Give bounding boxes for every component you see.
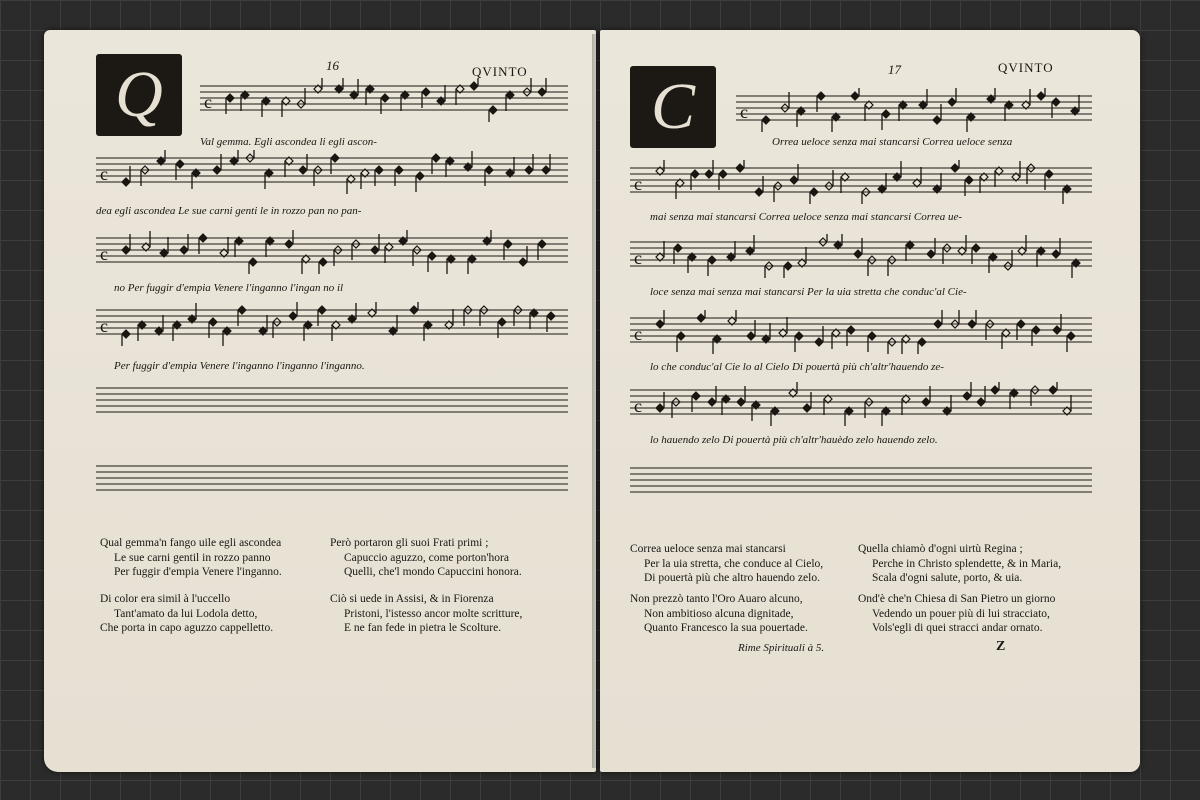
note-head <box>1049 386 1057 394</box>
note-head <box>795 332 803 340</box>
note-head <box>708 398 716 406</box>
note-head <box>815 338 823 346</box>
note-head <box>854 250 862 258</box>
note-head <box>755 188 763 196</box>
note-head <box>331 154 339 162</box>
lyric-line: lo hauendo zelo Di pouertà più ch'altr'hauèdo zelo hauendo zelo. <box>650 434 938 446</box>
note-head <box>705 170 713 178</box>
verse-stanza: Non prezzò tanto l'Oro Auaro alcuno, Non ambitioso alcuna dignitade, Quanto Francesco la sua pouertade. <box>630 593 808 634</box>
decorated-initial: C <box>630 66 716 148</box>
lyric-line: Val gemma. Egli ascondea li egli ascon- <box>200 136 377 148</box>
note-head <box>122 330 130 338</box>
note-head <box>122 178 130 186</box>
lyric-line: lo che conduc'al Cie lo al Cielo Di pouertà più ch'altr'hauendo ze- <box>650 361 944 373</box>
clef-glyph: c <box>204 92 212 112</box>
note-head <box>498 318 506 326</box>
note-head <box>847 326 855 334</box>
note-head <box>1032 326 1040 334</box>
note-head <box>933 116 941 124</box>
note-head <box>1053 326 1061 334</box>
note-head <box>784 262 792 270</box>
note-head <box>319 258 327 266</box>
note-head <box>737 398 745 406</box>
note-head <box>747 332 755 340</box>
verse-stanza: Quella chiamò d'ogni uirtù Regina ; Perche in Christo splendette, & in Maria, Scala d'ogni salute, porto, & uia. <box>858 543 1062 584</box>
note-head <box>485 166 493 174</box>
note-head <box>697 314 705 322</box>
note-head <box>226 94 234 102</box>
verse-stanza: Qual gemma'n fango uile egli ascondea Le sue carni gentil in rozzo panno Per fuggir d'empia Venere l'inganno. <box>100 537 282 578</box>
note-head <box>318 306 326 314</box>
note-head <box>525 166 533 174</box>
verse-stanza: Ond'è che'n Chiesa di San Pietro un giorno Vedendo un pouer più di lui stracciato, Vols'egli di quei stracci andar ornato. <box>858 593 1056 634</box>
note-head <box>1052 98 1060 106</box>
signature-mark: Z <box>996 639 1006 654</box>
note-head <box>656 320 664 328</box>
note-head <box>762 116 770 124</box>
note-head <box>180 246 188 254</box>
music-staff <box>96 302 568 346</box>
clef-glyph: c <box>634 248 642 268</box>
note-head <box>538 88 546 96</box>
note-head <box>790 176 798 184</box>
note-head <box>1017 320 1025 328</box>
note-head <box>381 94 389 102</box>
note-head <box>810 188 818 196</box>
clef-glyph: c <box>740 102 748 122</box>
verse-stanza: Però portaron gli suoi Frati primi ; Capuccio aguzzo, come porton'hora Quelli, che'l mondo Capuccini honora. <box>330 537 522 578</box>
note-head <box>968 320 976 328</box>
note-head <box>963 392 971 400</box>
note-head <box>489 106 497 114</box>
running-header: QVINTO <box>472 64 528 79</box>
note-head <box>1067 332 1075 340</box>
lyric-line: Per fuggir d'empia Venere l'inganno l'inganno l'inganno. <box>114 360 365 372</box>
clef-glyph: c <box>100 316 108 336</box>
note-head <box>504 240 512 248</box>
note-head <box>1052 250 1060 258</box>
note-head <box>991 386 999 394</box>
music-staff <box>630 160 1092 204</box>
page-number: 17 <box>888 62 901 77</box>
note-head <box>918 338 926 346</box>
note-head <box>951 164 959 172</box>
lyric-line: mai senza mai stancarsi Correa ueloce senza mai stancarsi Correa ue- <box>650 211 963 223</box>
note-head <box>708 256 716 264</box>
note-head <box>371 246 379 254</box>
note-head <box>538 240 546 248</box>
lyric-line: Orrea ueloce senza mai stancarsi Correa ueloce senza <box>772 136 1013 148</box>
note-head <box>868 332 876 340</box>
music-staff <box>630 382 1092 426</box>
note-head <box>519 258 527 266</box>
note-head <box>674 244 682 252</box>
note-head <box>122 246 130 254</box>
note-head <box>375 166 383 174</box>
note-head <box>428 252 436 260</box>
clef-glyph: c <box>634 324 642 344</box>
note-head <box>803 404 811 412</box>
note-head <box>691 170 699 178</box>
note-head <box>677 332 685 340</box>
lyric-line: dea egli ascondea Le sue carni genti le in rozzo pan no pan- <box>96 205 362 217</box>
note-head <box>285 240 293 248</box>
note-head <box>922 398 930 406</box>
note-head <box>934 320 942 328</box>
note-head <box>692 392 700 400</box>
clef-glyph: c <box>100 164 108 184</box>
note-head <box>416 172 424 180</box>
note-head <box>209 318 217 326</box>
music-staff <box>200 78 568 122</box>
note-head <box>410 306 418 314</box>
note-head <box>977 398 985 406</box>
clef-glyph: c <box>100 244 108 264</box>
music-staff <box>630 310 1092 354</box>
note-head <box>422 88 430 96</box>
note-head <box>1045 170 1053 178</box>
clef-glyph: c <box>634 174 642 194</box>
music-staff <box>96 230 568 274</box>
note-head <box>948 98 956 106</box>
note-head <box>199 234 207 242</box>
note-head <box>927 250 935 258</box>
note-head <box>299 166 307 174</box>
note-head <box>432 154 440 162</box>
note-head <box>238 306 246 314</box>
note-head <box>965 176 973 184</box>
note-head <box>289 312 297 320</box>
empty-staff <box>96 458 568 498</box>
note-head <box>395 166 403 174</box>
left-page <box>44 30 596 772</box>
empty-staff <box>96 380 568 420</box>
lyric-line: loce senza mai senza mai stancarsi Per la uia stretta che conduc'al Cie- <box>650 286 967 298</box>
note-head <box>817 92 825 100</box>
verse-stanza: Ciò si uede in Assisi, & in Fiorenza Pristoni, l'istesso ancor molte scritture, E ne fan fede in pietra le Scolture. <box>330 593 523 634</box>
note-head <box>542 166 550 174</box>
note-head <box>547 312 555 320</box>
music-staff <box>96 150 568 194</box>
music-staff <box>736 88 1092 132</box>
note-head <box>213 166 221 174</box>
note-head <box>851 92 859 100</box>
note-head <box>882 110 890 118</box>
decorated-initial: Q <box>96 54 182 136</box>
note-head <box>656 404 664 412</box>
note-head <box>1037 92 1045 100</box>
page-number: 16 <box>326 58 339 73</box>
note-head <box>719 170 727 178</box>
note-head <box>972 244 980 252</box>
empty-staff <box>630 460 1092 500</box>
page-footer: Rime Spirituali à 5. <box>738 642 825 654</box>
note-head <box>736 164 744 172</box>
music-staff <box>630 234 1092 278</box>
note-head <box>176 160 184 168</box>
verse-stanza: Di color era simil à l'uccello Tant'amato da lui Lodola detto, Che porta in capo aguzzo cappelletto. <box>100 593 274 634</box>
right-page <box>600 30 1140 772</box>
verse-stanza: Correa ueloce senza mai stancarsi Per la uia stretta, che conduce al Cielo, Di pouertà più che altro hauendo zelo. <box>630 543 824 584</box>
running-header: QVINTO <box>998 60 1054 75</box>
clef-glyph: c <box>634 396 642 416</box>
note-head <box>249 258 257 266</box>
lyric-line: no Per fuggir d'empia Venere l'inganno l'ingan no il <box>114 282 344 294</box>
note-head <box>470 82 478 90</box>
